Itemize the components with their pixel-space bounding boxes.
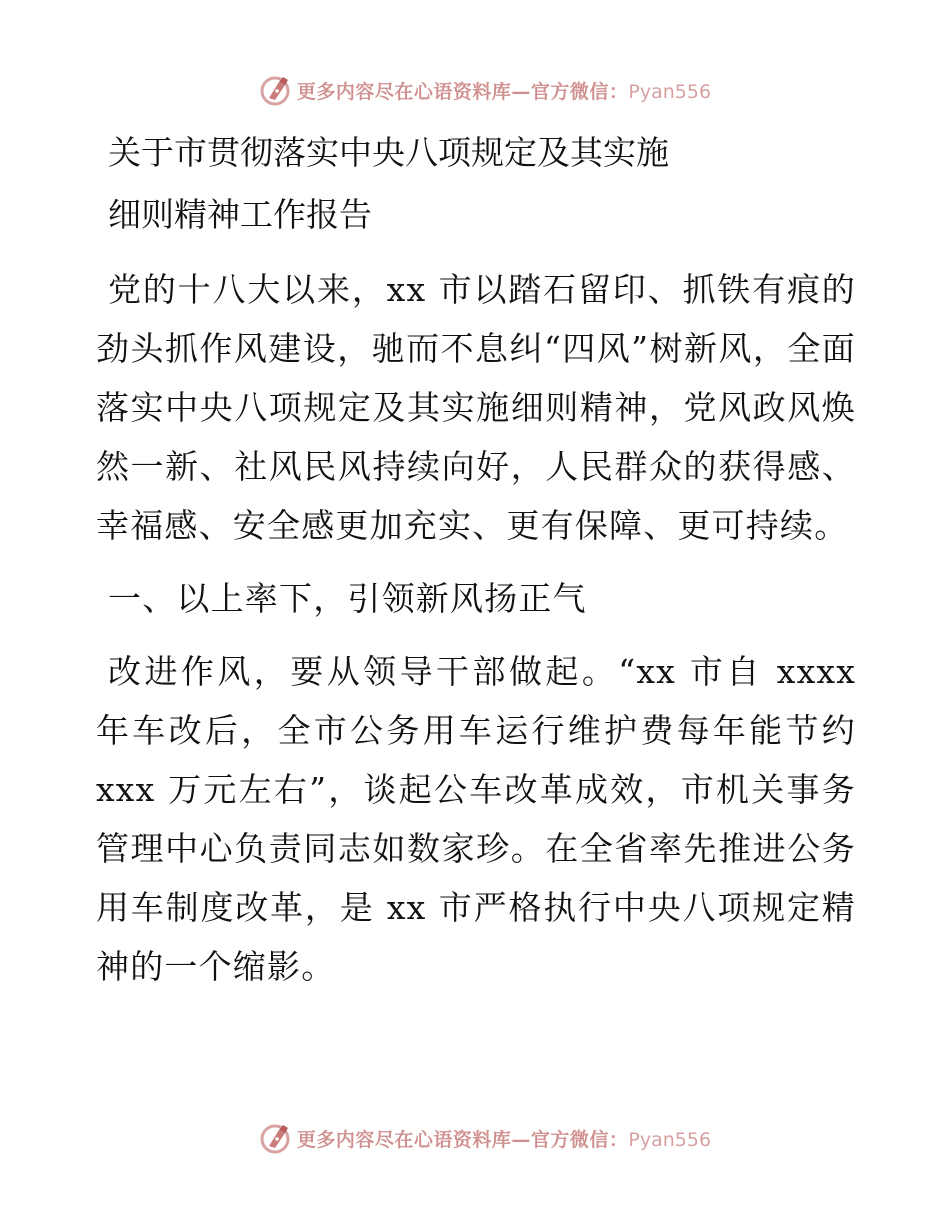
pen-nib-circle-icon bbox=[259, 73, 293, 107]
document-title-line-2: 细则精神工作报告 bbox=[108, 195, 372, 234]
watermark-account: Pyan556 bbox=[628, 1128, 712, 1151]
section-1-paragraph: 改进作风，要从领导干部做起。“xx 市自 xxxx 年车改后，全市公务用车运行维护费每年能节约 xxx 万元左右”，谈起公车改革成效，市机关事务管理中心负责同志如数家珍。在全省率先推进公务用车制度改革，是 xx 市严格执行中央八项规定精神的一个缩影。 bbox=[96, 652, 856, 986]
watermark-text: 更多内容尽在心语资料库—官方微信：Pyan556 bbox=[296, 80, 712, 103]
intro-paragraph: 党的十八大以来，xx 市以踏石留印、抓铁有痕的劲头抓作风建设，驰而不息纠“四风”树新风，全面落实中央八项规定及其实施细则精神，党风政风焕然一新、社风民风持续向好，人民群众的获得感、幸福感、安全感更加充实、更有保障、更可持续。 bbox=[96, 270, 856, 545]
section-1-heading: 一、以上率下，引领新风扬正气 bbox=[108, 579, 587, 618]
pen-nib-circle-icon bbox=[259, 1121, 293, 1155]
watermark-text: 更多内容尽在心语资料库—官方微信：Pyan556 bbox=[296, 1128, 712, 1151]
watermark-account: Pyan556 bbox=[628, 80, 712, 103]
document-body bbox=[96, 122, 856, 996]
header-watermark bbox=[0, 70, 950, 110]
footer-watermark bbox=[0, 1118, 950, 1158]
document-title-line-1: 关于市贯彻落实中央八项规定及其实施 bbox=[108, 133, 669, 172]
